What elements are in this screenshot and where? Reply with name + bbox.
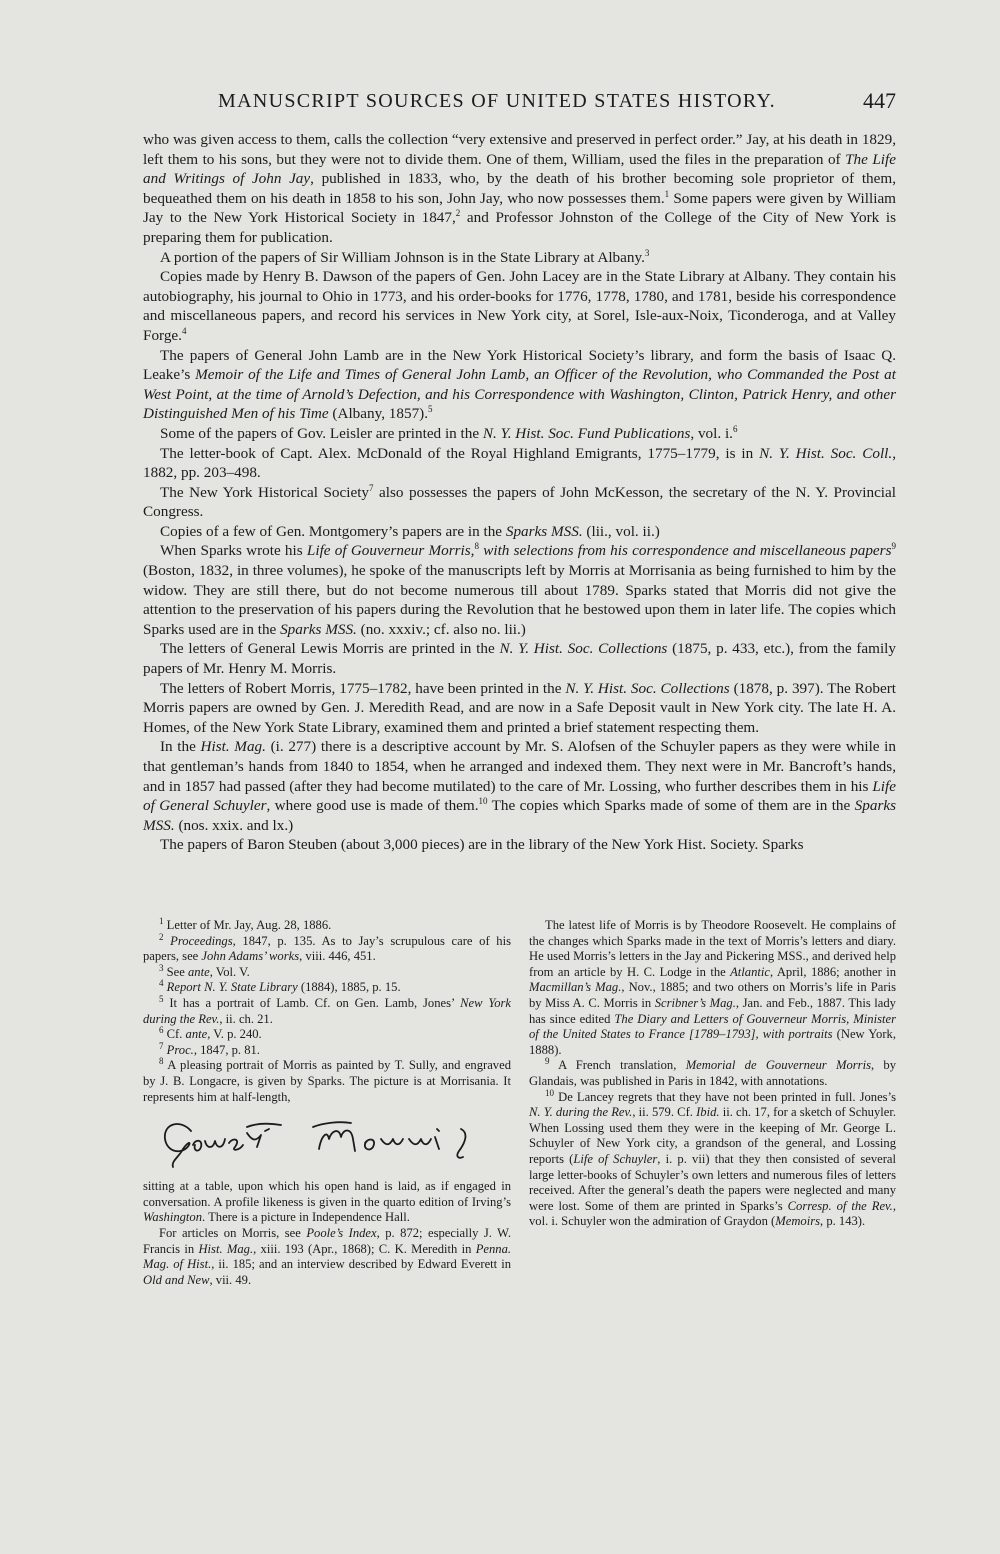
paragraph: In the Hist. Mag. (i. 277) there is a descriptive account by Mr. S. Alofsen of the Schuyler papers as they were while in that gentleman’s hands from 1840 to 1854, when he arranged and indexed them. They next were in Mr. Bancroft’s hands, and in 1857 had passed (after they had become mutilated) to the care of Mr. Lossing, who further describes them in his Life of General Schuyler, where good use is made of them.$^{10}$ The copies which Sparks made of some of them are in the Sparks MSS. (nos. xxix. and lx.) [143,738,896,834]
footnote: $^9$ A French translation, Memorial de Gouverneur Morris, by Glandais, was published in Paris in 1842, with annotations. [529,1056,897,1088]
footnote: $^5$ It has a portrait of Lamb. Cf. on Gen. Lamb, Jones’ New York during the Rev., ii. ch. 21. [143,993,511,1026]
footnote-ref: 8 [474,541,479,552]
handwritten-signature [143,1109,511,1171]
footnote-ref: 3 [644,247,650,258]
footnote-ref: 5 [428,404,433,415]
footnote-continued: The latest life of Morris is by Theodore Roosevelt. He complains of the changes which Sparks made in the text of Morris’s letters and diary. He used Morris’s letters in the Jay and Pickering MSS., and derived help from an article by H. C. Lodge in the Atlantic, April, 1886; another in Macmillan’s Mag., Nov., 1885; and two others on Morris’s life in Paris by Miss A. C. Morris in Scribner’s Mag., Jan. and Feb., 1887. This lady has since edited The Diary and Letters of Gouverneur Morris, Minister of the United States to France [1789–1793], with portraits (New York, 1888). [529,918,896,1057]
footnotes-right-column [529,918,896,1230]
paragraph: The letters of Robert Morris, 1775–1782, have been printed in the N. Y. Hist. Soc. Collections (1878, p. 397). The Robert Morris papers are owned by Gen. J. Meredith Read, and are now in a Safe Deposit vault in New York city. The late H. A. Homes, of the New York State Library, examined them and printed a brief statement respecting them. [143,679,897,736]
paragraph: who was given access to them, calls the collection “very extensive and preserved in perfect order.” Jay, at his death in 1829, left them to his sons, but they were not to divide them. One of them, William, used the files in the preparation of The Life and Writings of John Jay, published in 1833, who, by the death of his brother becoming sole proprietor of them, bequeathed them on his death in 1858 to his son, John Jay, who now possesses them.$^1$ Some papers were given by William Jay to the New York Historical Society in 1847,$^2$ and Professor Johnston of the College of the City of New York is preparing them for publication. [143,131,896,246]
main-text [143,130,896,855]
paragraph: The letter-book of Capt. Alex. McDonald of the Royal Highland Emigrants, 1775–1779, is in N. Y. Hist. Soc. Coll., 1882, pp. 203–498. [143,444,896,482]
footnote-ref: 4 [181,325,187,336]
paragraph: Copies of a few of Gen. Montgomery’s papers are in the Sparks MSS. (lii., vol. ii.) [160,522,660,540]
footnote-continued: For articles on Morris, see Poole’s Index, p. 872; especially J. W. Francis in Hist. Mag., xiii. 193 (Apr., 1868); C. K. Meredith in Penna. Mag. of Hist., ii. 185; and an interview described by Edward Everett in Old and New, vii. 49. [143,1225,512,1287]
paragraph: Some of the papers of Gov. Leisler are printed in the N. Y. Hist. Soc. Fund Publications, vol. i.$^6$ [160,423,738,442]
footnote-ref: 1 [664,188,670,199]
footnote: $^1$ Letter of Mr. Jay, Aug. 28, 1886. [159,915,332,932]
signature-image [143,1109,511,1171]
footnote: $^4$ Report N. Y. State Library (1884), 1885, p. 15. [159,978,401,995]
footnote-ref: 2 [455,208,461,219]
paragraph: The letters of General Lewis Morris are printed in the N. Y. Hist. Soc. Collections (1875, p. 433, etc.), from the family papers of Mr. Henry M. Morris. [143,640,896,678]
footnote: $^2$ Proceedings, 1847, p. 135. As to Jay’s scrupulous care of his papers, see John Adams’ works, viii. 446, 451. [143,931,511,964]
paragraph: When Sparks wrote his Life of Gouverneur Morris,$^8$ with selections from his correspondence and miscellaneous papers$^9$ (Boston, 1832, in three volumes), he spoke of the manuscripts left by Morris at Morrisania as being furnished to him by the widow. They are still there, but do not become numerous till about 1789. Sparks stated that Morris did not give the attention to the preservation of his papers during the Revolution that he bestowed upon them in later life. The copies which Sparks used are in the Sparks MSS. (no. xxxiv.; cf. also no. lii.) [143,541,896,638]
footnote: $^8$ A pleasing portrait of Morris as painted by T. Sully, and engraved by J. B. Longacre, is given by Sparks. The picture is at Morrisania. It represents him at half-length, [143,1056,511,1104]
paragraph: The papers of General John Lamb are in the New York Historical Society’s library, and form the basis of Isaac Q. Leake’s Memoir of the Life and Times of General John Lamb, an Officer of the Revolution, who Commanded the Post at West Point, at the time of Arnold’s Defection, and his Correspondence with Washington, Clinton, Patrick Henry, and other Distinguished Men of his Time (Albany, 1857).$^5$ [143,346,896,423]
footnote: $^3$ See ante, Vol. V. [159,962,250,979]
running-header [138,90,896,116]
footnote-ref: 9 [891,541,896,552]
footnote: $^{10}$ De Lancey regrets that they have not been printed in full. Jones’s N. Y. during the Rev., ii. 579. Cf. Ibid. ii. ch. 17, for a sketch of Schuyler. When Lossing used them they were in the keeping of Mr. George L. Schuyler of New York city, a grandson of the general, and Lossing reports (Life of Schuyler, i. p. vii) that they then consisted of several large letter-books of Schuyler’s own letters and numerous files of letters received. After the general’s death the papers were neglected and many were lost. Some of them are printed in Sparks’s Corresp. of the Rev., vol. i. Schuyler won the admiration of Graydon (Memoirs, p. 143). [529,1087,897,1229]
footnotes-left-column [143,915,512,1288]
footnote-continued: sitting at a table, upon which his open hand is laid, as if engaged in conversation. A profile likeness is given in the quarto edition of Irving’s Washington. There is a picture in Independence Hall. [143,1179,511,1225]
paragraph: Copies made by Henry B. Dawson of the papers of Gen. John Lacey are in the State Library at Albany. They contain his autobiography, his journal to Ohio in 1773, and his order-books for 1776, 1778, 1780, and 1781, beside his correspondence and miscellaneous papers, and record his services in New York city, at Sorel, Isle-aux-Noix, Ticonderoga, and at Valley Forge.$^4$ [143,268,896,344]
footnote-ref: 6 [732,423,738,434]
running-title: MANUSCRIPT SOURCES OF UNITED STATES HISTORY. [218,90,776,112]
footnote: $^7$ Proc., 1847, p. 81. [159,1040,260,1057]
paragraph: A portion of the papers of Sir William Johnson is in the State Library at Albany.$^3$ [160,247,650,266]
footnote-ref: 10 [478,796,488,807]
footnote: $^6$ Cf. ante, V. p. 240. [159,1024,262,1042]
page-number: 447 [863,88,896,113]
footnote-ref: 7 [369,482,374,493]
paragraph: The New York Historical Society$^7$ also possesses the papers of John McKesson, the secretary of the N. Y. Provincial Congress. [143,482,896,521]
paragraph: The papers of Baron Steuben (about 3,000 pieces) are in the library of the New York Hist. Society. Sparks [160,836,804,854]
